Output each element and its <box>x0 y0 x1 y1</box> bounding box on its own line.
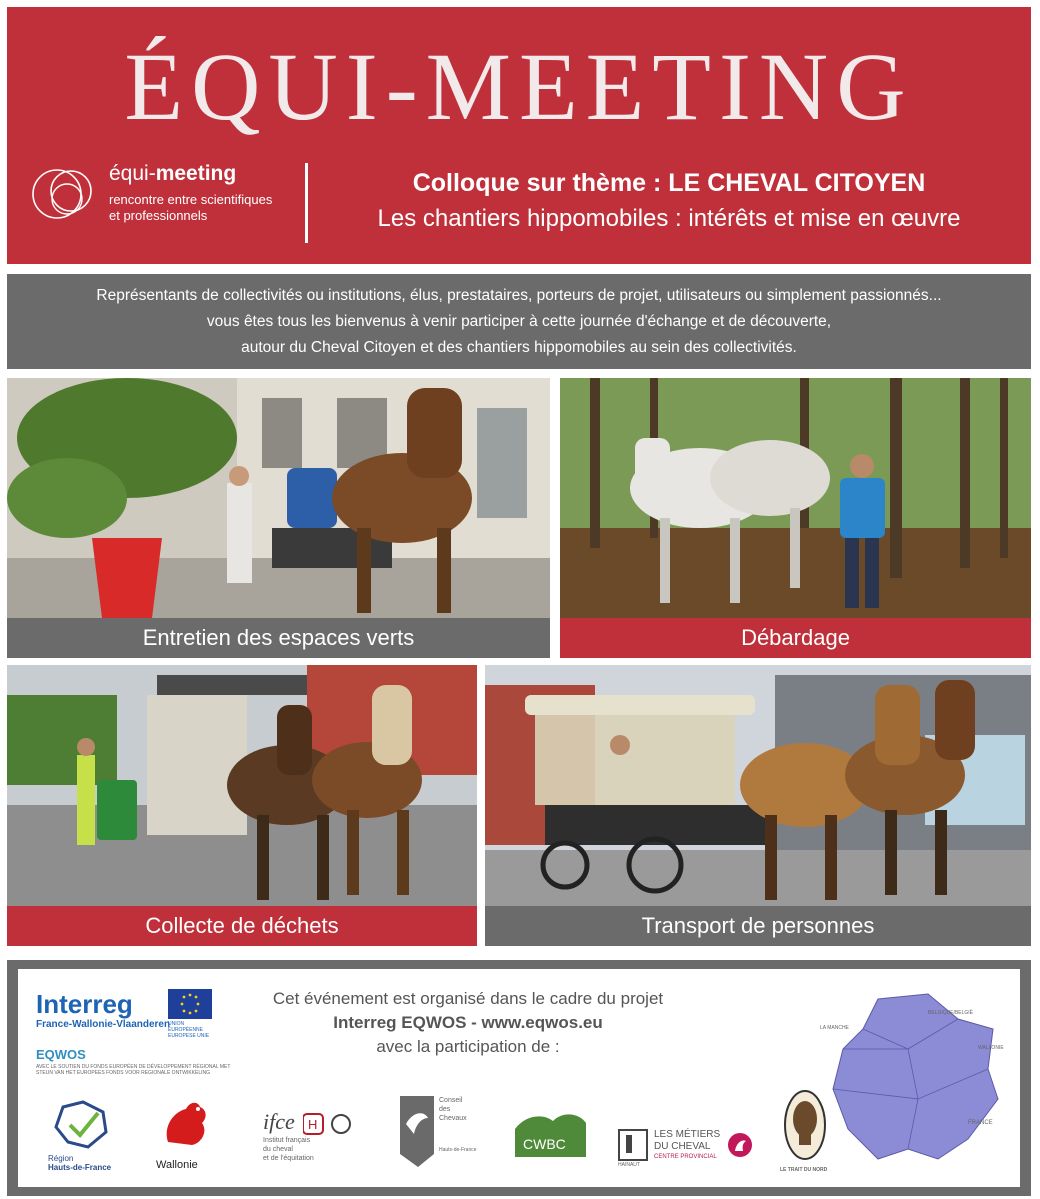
footer-banner <box>7 960 1031 1196</box>
conseil-line-2: des <box>439 1106 451 1113</box>
hainaut-label: HAINAUT <box>618 1162 640 1168</box>
header-divider <box>305 163 308 243</box>
map-label-wallonie: WALLONIE <box>978 1045 1004 1051</box>
conseil-line-3: Chevaux <box>439 1115 467 1122</box>
conseil-line-1: Conseil <box>439 1097 463 1104</box>
caption-espaces-verts: Entretien des espaces verts <box>7 618 550 658</box>
logo-tagline-1: rencontre entre scientifiques <box>109 192 273 207</box>
intro-banner <box>7 274 1031 369</box>
cwbc-logo-icon <box>513 1109 588 1159</box>
region-label-2: Hauts-de-France <box>48 1163 112 1172</box>
interreg-region: France-Wallonie-Vlaanderen <box>36 1019 171 1030</box>
tile-collecte <box>7 665 477 946</box>
ifce-line-3: et de l'équitation <box>263 1155 314 1162</box>
metiers-line-2: DU CHEVAL <box>654 1141 711 1152</box>
logo-tagline <box>109 192 272 225</box>
caption-transport: Transport de personnes <box>485 906 1031 946</box>
eu-label: UNION EUROPÉENNE EUROPESE UNIE <box>168 1021 210 1039</box>
conseil-chevaux-logo-icon <box>398 1094 436 1169</box>
wallonie-rooster-icon <box>158 1097 213 1152</box>
region-hdf-logo-icon <box>48 1097 118 1152</box>
collecte-photo <box>7 665 477 906</box>
metiers-line-1: LES MÉTIERS <box>654 1129 721 1140</box>
tile-espaces-verts <box>7 378 550 658</box>
intro-line-2: vous êtes tous les bienvenus à venir participer à cette journée d'échange et de découverte, <box>206 313 832 330</box>
metiers-horse-icon <box>726 1131 754 1159</box>
eqwos-note: AVEC LE SOUTIEN DU FONDS EUROPÉEN DE DÉVELOPPEMENT RÉGIONAL MET STEUN VAN HET EUROPEES FONDS VOOR REGIONALE ONTWIKKELING <box>36 1064 231 1076</box>
footer-panel <box>18 969 1020 1187</box>
interreg-name: Interreg <box>36 989 133 1019</box>
map-label-belgique: BELGIQUE/BELGIË <box>928 1010 974 1016</box>
caption-debardage: Débardage <box>560 618 1031 658</box>
colloque-title: Colloque sur thème : LE CHEVAL CITOYEN <box>412 169 926 197</box>
map-label-manche: LA MANCHE <box>820 1025 849 1031</box>
ifce-line-1: Institut français <box>263 1137 311 1144</box>
equi-meeting-logo <box>109 163 272 225</box>
hauts-de-france-map <box>818 989 1008 1169</box>
page-title: ÉQUI-MEETING <box>124 33 914 140</box>
logo-name-light: équi- <box>109 162 156 185</box>
espaces-verts-photo <box>7 378 550 618</box>
colloque-subtitle: Les chantiers hippomobiles : intérêts et mise en œuvre <box>377 205 961 232</box>
tile-debardage <box>560 378 1031 658</box>
cwbc-label: CWBC <box>523 1136 566 1152</box>
logo-name <box>109 163 272 184</box>
hainaut-logo-icon <box>618 1129 648 1161</box>
trait-label: LE TRAIT DU NORD <box>780 1167 828 1173</box>
svg-text:H: H <box>308 1117 318 1132</box>
debardage-photo <box>560 378 1031 618</box>
metiers-line-3: CENTRE PROVINCIAL <box>654 1154 717 1160</box>
intro-line-1: Représentants de collectivités ou institutions, élus, prestataires, porteurs de projet, utilisateurs ou simplement passionnés... <box>96 287 942 304</box>
caption-collecte: Collecte de déchets <box>7 906 477 946</box>
tile-transport <box>485 665 1031 946</box>
footer-line-3: avec la participation de : <box>376 1037 560 1056</box>
ifce-badges-icon <box>303 1113 353 1135</box>
header-banner <box>7 7 1031 264</box>
footer-line-1: Cet événement est organisé dans le cadre du projet <box>272 989 664 1008</box>
ifce-line-2: du cheval <box>263 1146 293 1153</box>
eqwos-label: EQWOS <box>36 1047 86 1062</box>
trait-du-nord-logo-icon <box>783 1089 827 1164</box>
eu-flag-icon <box>168 989 212 1019</box>
intro-line-3: autour du Cheval Citoyen et des chantiers hippomobiles au sein des collectivités. <box>241 339 797 356</box>
conseil-line-4: Hauts-de-France <box>439 1147 477 1153</box>
wallonie-label: Wallonie <box>156 1159 198 1171</box>
map-label-france: FRANCE <box>968 1120 993 1126</box>
equi-meeting-rings-icon <box>27 159 107 229</box>
region-label-1: Région <box>48 1154 74 1163</box>
footer-line-2: Interreg EQWOS - www.eqwos.eu <box>333 1013 603 1032</box>
logo-name-bold: meeting <box>155 162 237 185</box>
logo-tagline-2: et professionnels <box>109 208 208 224</box>
ifce-logo: ifce <box>263 1109 295 1134</box>
transport-photo <box>485 665 1031 906</box>
